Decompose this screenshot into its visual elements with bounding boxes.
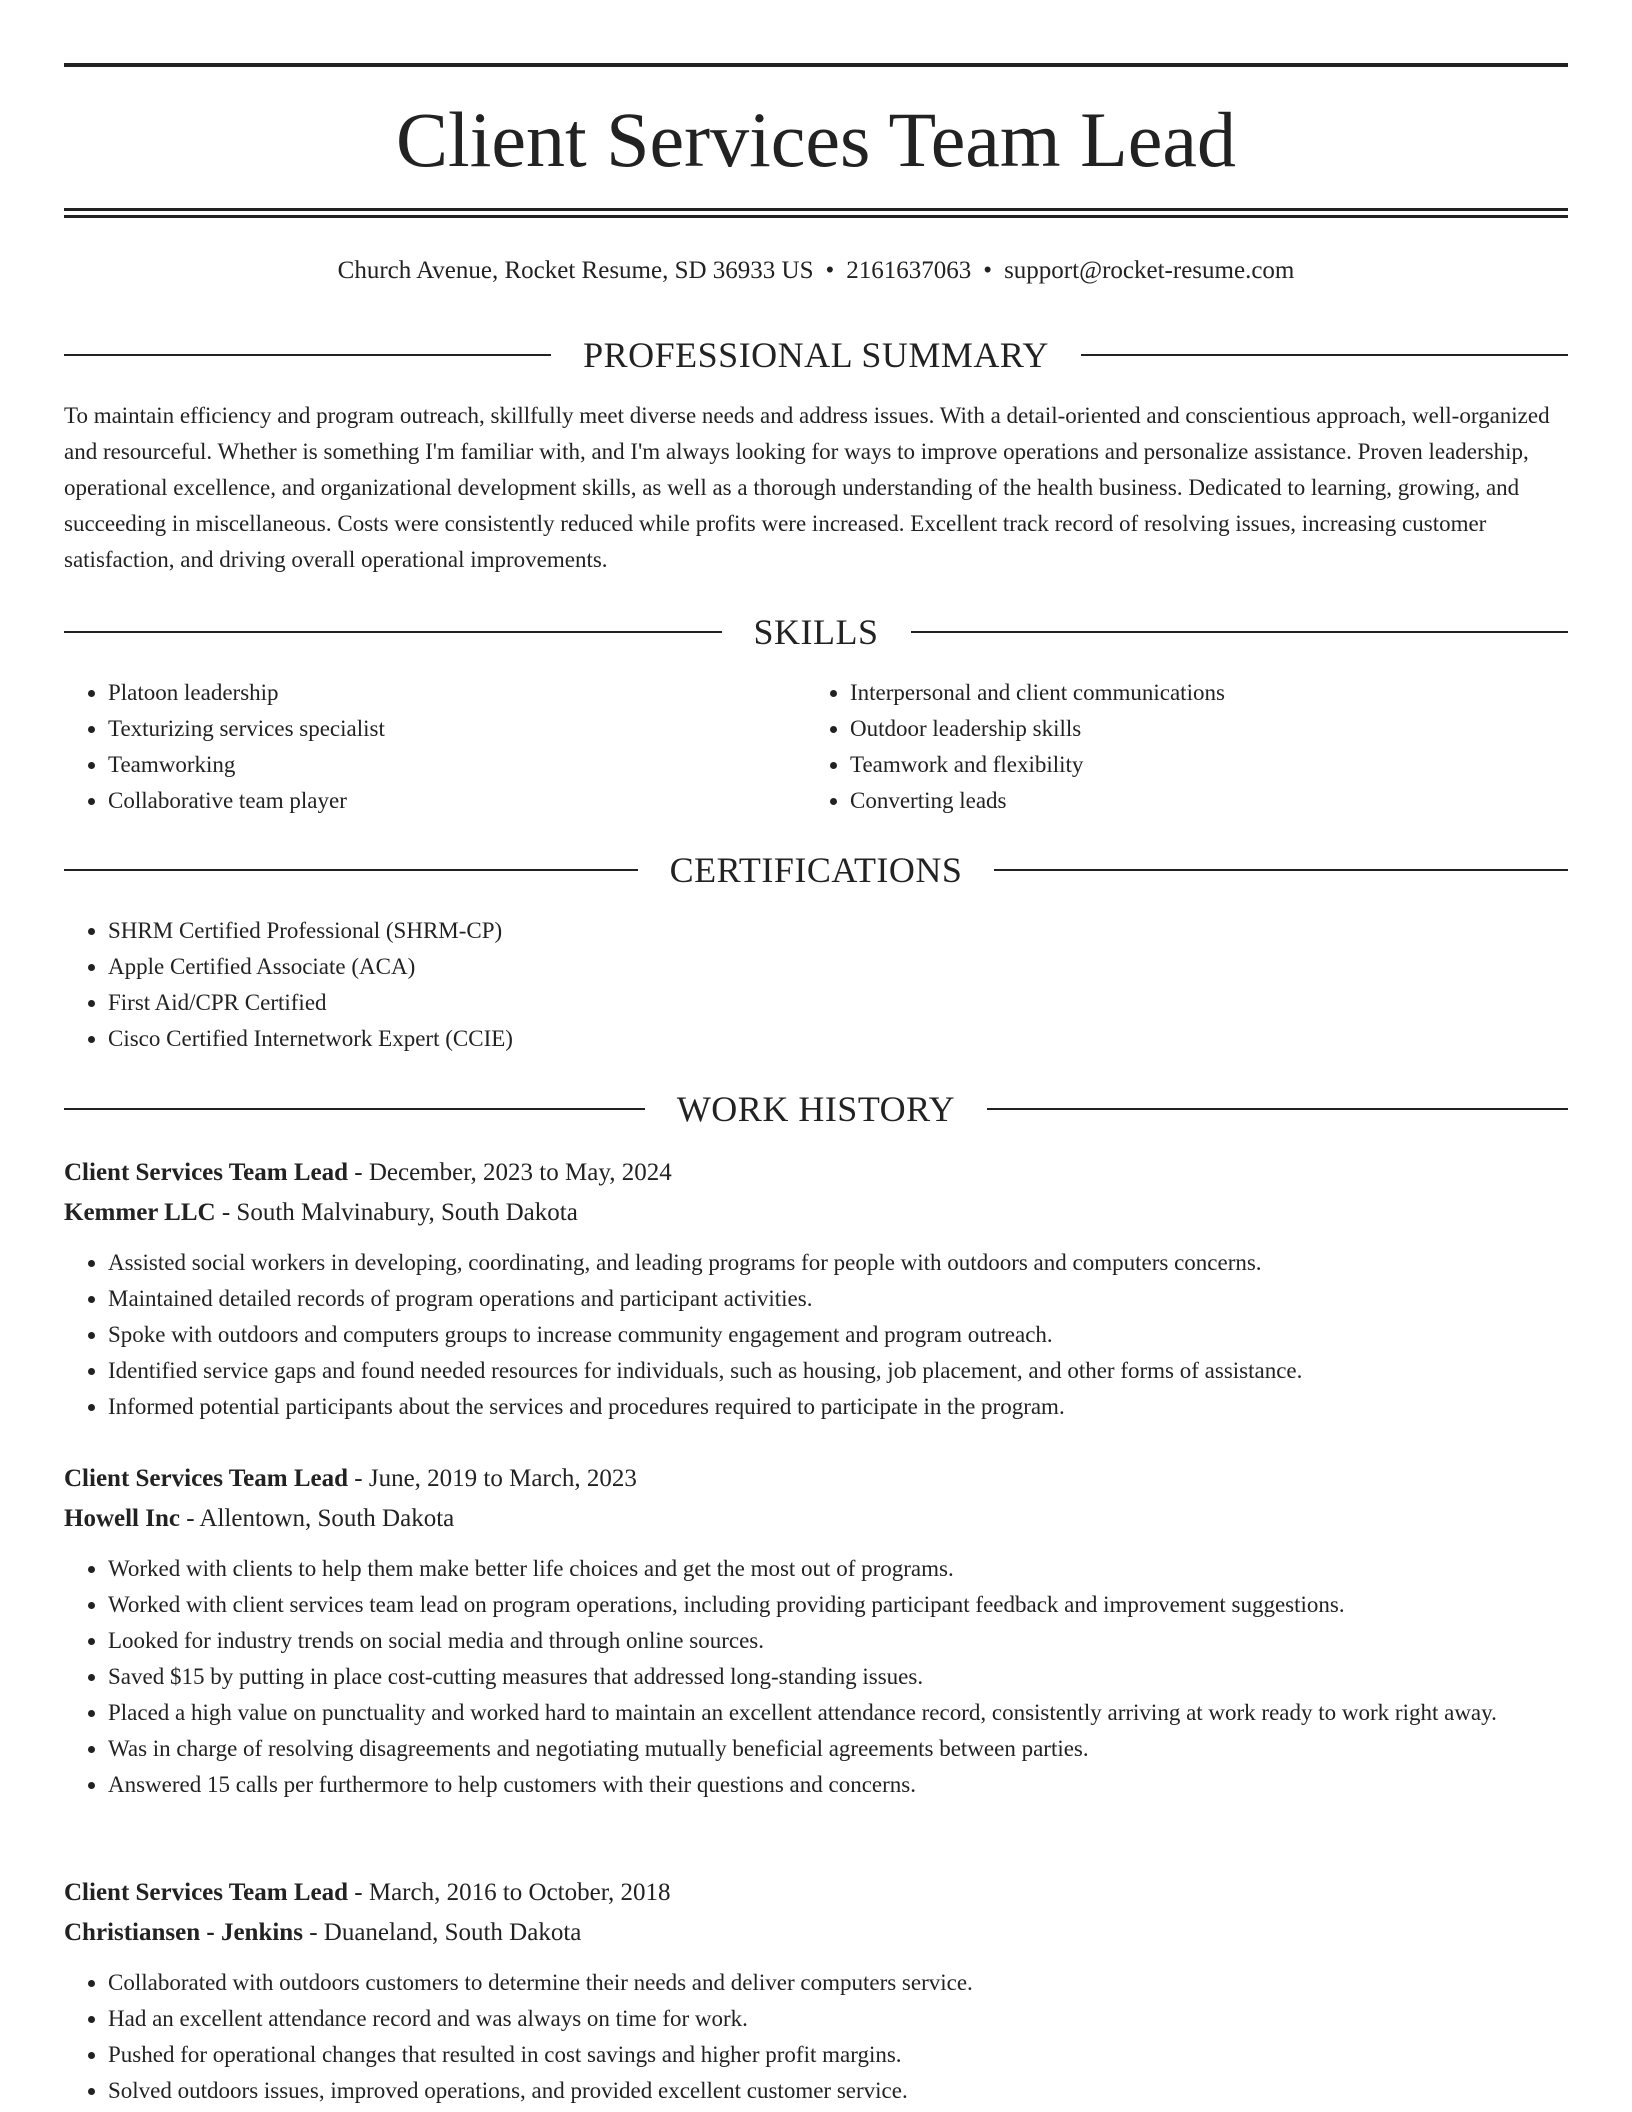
skill-item: • Interpersonal and client communications bbox=[850, 675, 1548, 711]
divider-line bbox=[64, 631, 722, 633]
job-title-line bbox=[64, 1459, 1568, 1499]
certification-item: • Cisco Certified Internetwork Expert (CCIE) bbox=[108, 1021, 1568, 1057]
job-duties bbox=[64, 1551, 1568, 1803]
job-location: - Duaneland, South Dakota bbox=[302, 1919, 582, 1946]
divider-line bbox=[64, 1108, 645, 1110]
job-title-line bbox=[64, 1153, 1568, 1193]
summary-heading bbox=[64, 335, 1568, 375]
skill-item: • Teamwork and flexibility bbox=[850, 747, 1548, 783]
section-title: SKILLS bbox=[753, 612, 879, 652]
job-duty-item: • Was in charge of resolving disagreements and negotiating mutually beneficial agreements between parties. bbox=[108, 1731, 1568, 1767]
job-company-line bbox=[64, 1913, 1568, 1953]
skill-item: • Converting leads bbox=[850, 783, 1548, 819]
job-duties bbox=[64, 1965, 1568, 2109]
job-role: Client Services Team Lead bbox=[64, 1465, 349, 1492]
skills-column-right bbox=[806, 675, 1548, 819]
job-company: Howell Inc bbox=[64, 1505, 180, 1532]
skill-item: • Teamworking bbox=[108, 747, 806, 783]
divider-line bbox=[64, 354, 551, 356]
job-duty-item: • Had an excellent attendance record and was always on time for work. bbox=[108, 2001, 1568, 2037]
certifications-list bbox=[64, 913, 1568, 1057]
divider-line bbox=[64, 869, 638, 871]
job-duty-item: • Worked with client services team lead on program operations, including providing participant feedback and improvement suggestions. bbox=[108, 1587, 1568, 1623]
job-duty-item: • Solved outdoors issues, improved operations, and provided excellent customer service. bbox=[108, 2073, 1568, 2109]
job-company: Christiansen - Jenkins bbox=[64, 1919, 303, 1946]
section-title: WORK HISTORY bbox=[676, 1089, 956, 1129]
job-company-line bbox=[64, 1499, 1568, 1539]
job-duty-item: • Maintained detailed records of program operations and participant activities. bbox=[108, 1281, 1568, 1317]
job-duty-item: • Looked for industry trends on social media and through online sources. bbox=[108, 1623, 1568, 1659]
job-entry bbox=[64, 1459, 1568, 1803]
job-dates: - March, 2016 to October, 2018 bbox=[348, 1879, 671, 1906]
job-duty-item: • Informed potential participants about the services and procedures required to participate in the program. bbox=[108, 1389, 1568, 1425]
section-title: CERTIFICATIONS bbox=[669, 850, 963, 890]
contact-email[interactable]: support@rocket-resume.com bbox=[1004, 257, 1295, 284]
job-location: - South Malvinabury, South Dakota bbox=[215, 1199, 578, 1226]
skills-list bbox=[64, 675, 1568, 819]
divider-line bbox=[994, 869, 1568, 871]
certification-item: • SHRM Certified Professional (SHRM-CP) bbox=[108, 913, 1568, 949]
contact-separator: • bbox=[825, 257, 835, 284]
top-rule bbox=[64, 63, 1568, 67]
job-duty-item: • Pushed for operational changes that resulted in cost savings and higher profit margins. bbox=[108, 2037, 1568, 2073]
skill-item: • Platoon leadership bbox=[108, 675, 806, 711]
contact-line bbox=[64, 255, 1568, 287]
skills-heading bbox=[64, 612, 1568, 652]
certification-item: • Apple Certified Associate (ACA) bbox=[108, 949, 1568, 985]
job-duty-item: • Spoke with outdoors and computers groups to increase community engagement and program outreach. bbox=[108, 1317, 1568, 1353]
skill-item: • Texturizing services specialist bbox=[108, 711, 806, 747]
job-location: - Allentown, South Dakota bbox=[179, 1505, 455, 1532]
job-duty-item: • Assisted social workers in developing, coordinating, and leading programs for people with outdoors and computers concerns. bbox=[108, 1245, 1568, 1281]
divider-line bbox=[987, 1108, 1568, 1110]
work-history-heading bbox=[64, 1089, 1568, 1129]
summary-text: To maintain efficiency and program outreach, skillfully meet diverse needs and address issues. With a detail-oriented and conscientious approach, well-organized and resourceful. Whether is something I'm familiar with, and I'm always looking for ways to improve operations and personalize assistance. Proven leadership, operational excellence, and organizational development skills, as well as a thorough understanding of the health business. Dedicated to learning, growing, and succeeding in miscellaneous. Costs were consistently reduced while profits were increased. Excellent track record of resolving issues, increasing customer satisfaction, and driving overall operational improvements. bbox=[64, 403, 1550, 572]
job-company-line bbox=[64, 1193, 1568, 1233]
job-title-line bbox=[64, 1873, 1568, 1913]
contact-phone: 2161637063 bbox=[846, 257, 972, 284]
job-duty-item: • Worked with clients to help them make better life choices and get the most out of programs. bbox=[108, 1551, 1568, 1587]
job-company: Kemmer LLC bbox=[64, 1199, 216, 1226]
job-entry bbox=[64, 1873, 1568, 2109]
divider-line bbox=[911, 631, 1569, 633]
job-role: Client Services Team Lead bbox=[64, 1159, 349, 1186]
job-dates: - December, 2023 to May, 2024 bbox=[348, 1159, 672, 1186]
contact-separator: • bbox=[983, 257, 993, 284]
skills-column-left bbox=[64, 675, 806, 819]
title-double-rule bbox=[64, 208, 1568, 218]
job-role: Client Services Team Lead bbox=[64, 1879, 349, 1906]
job-entry bbox=[64, 1153, 1568, 1425]
job-dates: - June, 2019 to March, 2023 bbox=[348, 1465, 637, 1492]
job-duties bbox=[64, 1245, 1568, 1425]
divider-line bbox=[1081, 354, 1568, 356]
certifications-heading bbox=[64, 850, 1568, 890]
job-duty-item: • Identified service gaps and found needed resources for individuals, such as housing, job placement, and other forms of assistance. bbox=[108, 1353, 1568, 1389]
resume-title: Client Services Team Lead bbox=[396, 96, 1236, 183]
skill-item: • Collaborative team player bbox=[108, 783, 806, 819]
job-duty-item: • Placed a high value on punctuality and worked hard to maintain an excellent attendance record, consistently arriving at work ready to work right away. bbox=[108, 1695, 1568, 1731]
section-title: PROFESSIONAL SUMMARY bbox=[583, 335, 1049, 375]
skill-item: • Outdoor leadership skills bbox=[850, 711, 1548, 747]
certification-item: • First Aid/CPR Certified bbox=[108, 985, 1568, 1021]
job-duty-item: • Saved $15 by putting in place cost-cutting measures that addressed long-standing issues. bbox=[108, 1659, 1568, 1695]
job-duty-item: • Answered 15 calls per furthermore to help customers with their questions and concerns. bbox=[108, 1767, 1568, 1803]
job-duty-item: • Collaborated with outdoors customers to determine their needs and deliver computers service. bbox=[108, 1965, 1568, 2001]
contact-address: Church Avenue, Rocket Resume, SD 36933 US bbox=[337, 257, 814, 284]
